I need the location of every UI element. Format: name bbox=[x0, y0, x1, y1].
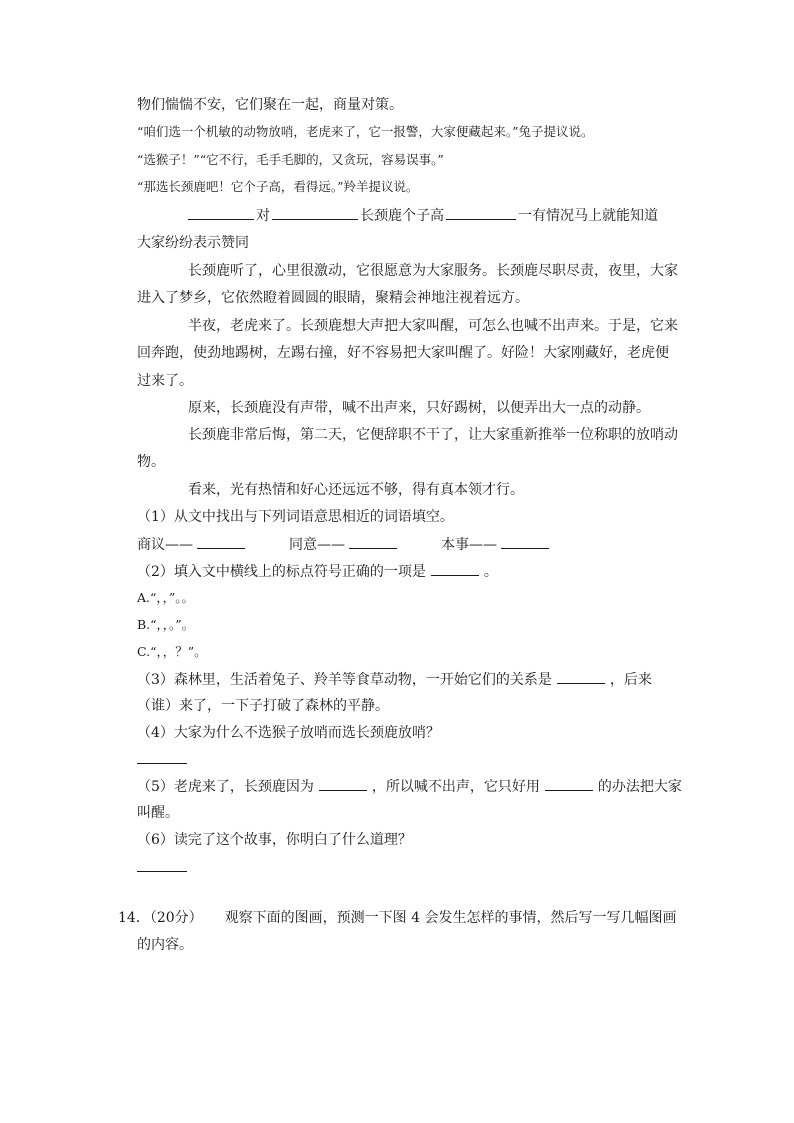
question-2 bbox=[137, 561, 498, 582]
punctuation-blank-3[interactable] bbox=[446, 205, 516, 220]
paragraph-2-line-1: 半夜，老虎来了。长颈鹿想大声把大家叫醒，可怎么也喊不出声来。于是，它来 bbox=[188, 318, 678, 334]
answer-blank-q2[interactable] bbox=[431, 561, 479, 576]
paragraph-4-line-2: 物。 bbox=[137, 454, 165, 470]
question-1-words bbox=[137, 534, 553, 555]
paragraph-3: 原来，长颈鹿没有声带，喊不出声来，只好踢树，以便弄出大一点的动静。 bbox=[188, 400, 650, 416]
word-tongyi: 同意—— bbox=[289, 537, 345, 553]
question-5-end: 的办法把大家 bbox=[597, 779, 682, 795]
paragraph-4-line-1: 长颈鹿非常后悔，第二天，它便辞职不干了，让大家重新推举一位称职的放哨动 bbox=[188, 427, 678, 443]
word-shangyi: 商议—— bbox=[137, 537, 193, 553]
dialog-line-3: “那选长颈鹿吧！它个子高，看得远。”羚羊提议说。 bbox=[137, 179, 419, 194]
passage-line-1: 物们惴惴不安，它们聚在一起，商量对策。 bbox=[137, 97, 403, 113]
paragraph-2-line-3: 过来了。 bbox=[137, 373, 193, 389]
question-3-end: ，后来 bbox=[609, 672, 652, 688]
option-a[interactable]: A.“，，”。。 bbox=[137, 590, 195, 605]
word-benshi: 本事—— bbox=[441, 537, 497, 553]
question-2-text: （2）填入文中横线上的标点符号正确的一项是 bbox=[137, 564, 426, 580]
fill-blank-continuation: 大家纷纷表示赞同 bbox=[137, 235, 249, 251]
option-c[interactable]: C.“，，？”。 bbox=[137, 644, 207, 659]
dialog-line-1: “咱们选一个机敏的动物放哨，老虎来了，它一报警，大家便藏起来。”兔子提议说。 bbox=[137, 124, 594, 139]
option-b[interactable]: B.“，，。”。 bbox=[137, 617, 195, 632]
answer-blank-tongyi[interactable] bbox=[349, 534, 397, 549]
answer-blank-q3[interactable] bbox=[557, 669, 605, 684]
question-5-middle: ，所以喊不出声，它只好用 bbox=[371, 779, 540, 795]
dialog-line-2: “选猴子！”“它不行，毛手毛脚的，又贪玩，容易误事。” bbox=[137, 152, 444, 167]
problem-14-line-1 bbox=[118, 908, 676, 928]
question-3-text: （3）森林里，生活着兔子、羚羊等食草动物，一开始它们的关系是 bbox=[137, 672, 552, 688]
punctuation-blank-2[interactable] bbox=[272, 205, 358, 220]
paragraph-1-line-2: 进入了梦乡，它依然瞪着圆圆的眼睛，聚精会神地注视着远方。 bbox=[137, 290, 529, 306]
question-5-text: （5）老虎来了，长颈鹿因为 bbox=[137, 779, 314, 795]
question-5-line-1 bbox=[137, 776, 682, 797]
paragraph-1-line-1: 长颈鹿听了，心里很激动，它很愿意为大家服务。长颈鹿尽职尽责，夜里，大家 bbox=[188, 263, 678, 279]
punctuation-blank-1[interactable] bbox=[188, 205, 254, 220]
answer-line-q4[interactable] bbox=[137, 763, 187, 764]
paragraph-5: 看来，光有热情和好心还远远不够，得有真本领才行。 bbox=[188, 482, 524, 498]
paragraph-2-line-2: 回奔跑，使劲地踢树，左踢右撞，好不容易把大家叫醒了。好险！大家刚藏好，老虎便 bbox=[137, 345, 669, 361]
question-4: （4）大家为什么不选猴子放哨而选长颈鹿放哨？ bbox=[137, 725, 440, 741]
fill-segment-3: 一有情况马上就能知道 bbox=[518, 208, 658, 224]
answer-blank-q5-1[interactable] bbox=[319, 776, 367, 791]
question-3-line-2: （谁）来了，一下子打破了森林的平静。 bbox=[137, 698, 389, 714]
fill-segment-2: 长颈鹿个子高 bbox=[360, 208, 444, 224]
fill-blank-sentence bbox=[188, 205, 658, 226]
question-6: （6）读完了这个故事，你明白了什么道理？ bbox=[137, 832, 412, 848]
fill-segment-1: 对 bbox=[256, 208, 270, 224]
problem-14-line-2: 的内容。 bbox=[137, 937, 193, 953]
answer-line-q6[interactable] bbox=[137, 871, 187, 872]
problem-14-number: 14．（20分） bbox=[118, 910, 203, 926]
question-2-end: 。 bbox=[483, 564, 498, 580]
problem-14-text: 观察下面的图画，预测一下图 4 会发生怎样的事情，然后写一写几幅图画 bbox=[224, 910, 677, 926]
answer-blank-benshi[interactable] bbox=[501, 534, 549, 549]
answer-blank-shangyi[interactable] bbox=[197, 534, 245, 549]
answer-blank-q5-2[interactable] bbox=[545, 776, 593, 791]
question-1: （1）从文中找出与下列词语意思相近的词语填空。 bbox=[137, 509, 454, 525]
question-5-line-2: 叫醒。 bbox=[137, 805, 179, 821]
question-3-line-1 bbox=[137, 669, 652, 690]
